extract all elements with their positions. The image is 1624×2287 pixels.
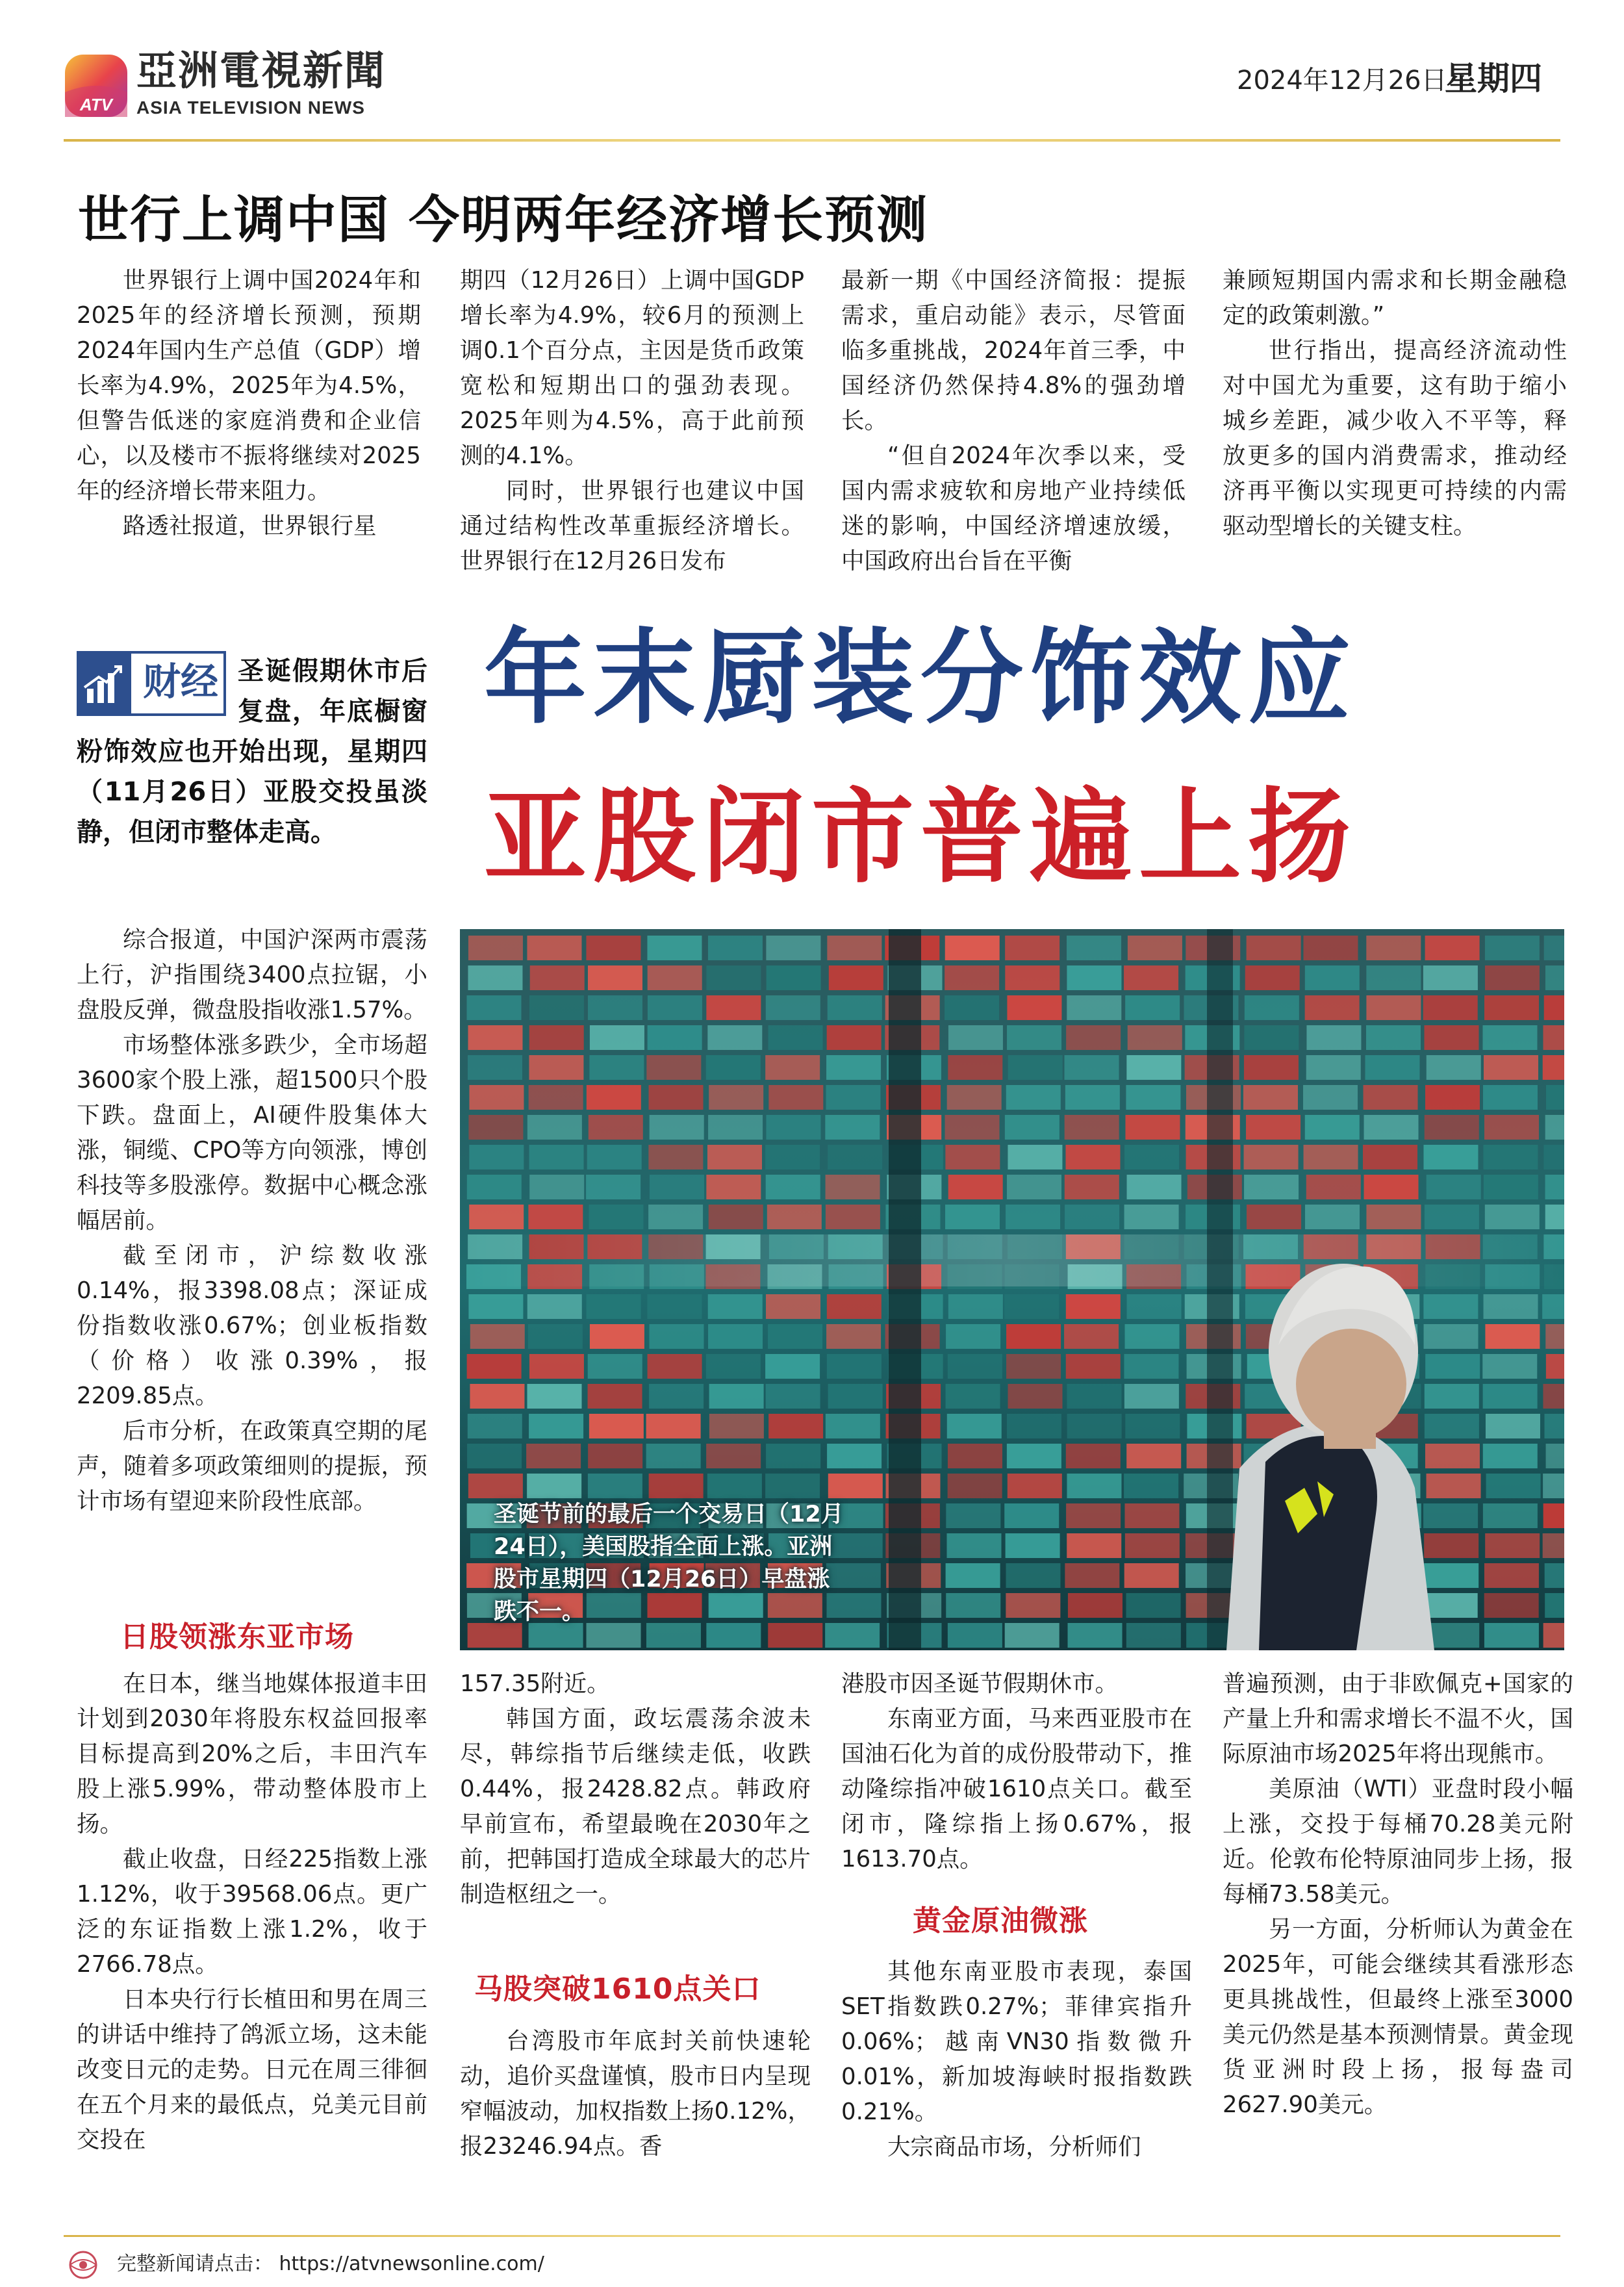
finance-headline-line2: 亚股闭市普遍上扬: [484, 778, 1357, 897]
badge-label: 财经: [143, 659, 219, 704]
article1-column-1: [77, 263, 421, 581]
paragraph: 另一方面，分析师认为黄金在2025年，可能会继续其看涨形态更具挑战性，但最终上涨至3000美元仍然是基本预测情景。黄金现货亚洲时段上扬，报每盎司2627.90美元。: [1223, 1916, 1573, 2118]
bottom-column-1: [77, 1667, 427, 2158]
paragraph: 大宗商品市场，分析师们: [887, 2134, 1141, 2160]
paragraph: 期四（12月26日）上调中国GDP增长率为4.9%，较6月的预测上调0.1个百分点，主因是货币政策宽松和短期出口的强劲表现。2025年则为4.5%，高于此前预测的4.1%。: [460, 267, 804, 469]
paragraph: 日本央行行长植田和男在周三的讲话中维持了鸽派立场，这未能改变日元的走势。日元在周三徘徊在五个月来的最低点，兑美元目前交投在: [77, 1986, 427, 2153]
paragraph: 韩国方面，政坛震荡余波未尽，韩综指节后继续走低，收跌0.44%，报2428.82点。韩政府早前宣布，希望最晚在2030年之前，把韩国打造成全球最大的芯片制造枢纽之一。: [460, 1706, 811, 1908]
footer-link[interactable]: 完整新闻请点击： https://atvnewsonline.com/: [117, 2253, 544, 2275]
article1-headline: 世行上调中国 今明两年经济增长预测: [78, 191, 929, 249]
bottom-column-3b: [841, 1954, 1192, 2165]
paragraph: 东南亚方面，马来西亚股市在国油石化为首的成份股带动下，推动隆综指冲破1610点关口。截至闭市，隆综指上扬0.67%，报1613.70点。: [841, 1706, 1192, 1872]
subhead-japan: 日股领涨东亚市场: [120, 1620, 354, 1654]
paragraph: 综合报道，中国沪深两市震荡上行，沪指围绕3400点拉锯，小盘股反弹，微盘股指收涨1.57%。: [77, 926, 427, 1023]
issue-date: 2024年12月26日: [1237, 66, 1447, 96]
seal-icon: [64, 2249, 103, 2281]
finance-headline-line1: 年末厨装分饰效应: [484, 619, 1357, 738]
bar-chart-icon: [77, 651, 129, 716]
bottom-column-4: [1223, 1667, 1573, 2123]
paragraph: 同时，世界银行也建议中国通过结构性改革重振经济增长。世界银行在12月26日发布: [460, 478, 804, 574]
bottom-column-2b: [460, 2024, 811, 2164]
paragraph: 普遍预测，由于非欧佩克+国家的产量上升和需求增长不温不火，国际原油市场2025年将出现熊市。: [1223, 1670, 1573, 1767]
lead-text: 圣诞假期休市后复盘，年底橱窗粉饰效应也开始出现，星期四（11月26日）亚股交投虽淡静，但闭市整体走高。: [77, 656, 427, 847]
paragraph: 其他东南亚股市表现，泰国SET指数跌0.27%；菲律宾指升0.06%；越南VN30指数微升0.01%，新加坡海峡时报指数跌0.21%。: [841, 1958, 1192, 2125]
finance-badge: [77, 651, 226, 716]
brand-english: ASIA TELEVISION NEWS: [136, 97, 365, 118]
paragraph: 157.35附近。: [460, 1670, 610, 1697]
issue-weekday: 星期四: [1445, 60, 1542, 97]
article1-column-2: [460, 263, 804, 581]
subhead-gold: 黄金原油微涨: [913, 1904, 1088, 1937]
paragraph: 世行指出，提高经济流动性对中国尤为重要，这有助于缩小城乡差距，减少收入不平等，释放更多的国内消费需求，推动经济再平衡以实现更可持续的内需驱动型增长的关键支柱。: [1223, 337, 1567, 539]
bottom-column-2: [460, 1667, 811, 1912]
paragraph: 世界银行上调中国2024年和2025年的经济增长预测，预期2024年国内生产总值（GDP）增长率为4.9%，2025年为4.5%，但警告低迷的家庭消费和企业信心，以及楼市不振将继续对2025年的经济增长带来阻力。: [77, 267, 421, 504]
paragraph: 兼顾短期国内需求和长期金融稳定的政策刺激。”: [1223, 267, 1567, 329]
article1-column-3: [841, 263, 1186, 581]
header-divider: [64, 139, 1560, 142]
paragraph: 市场整体涨多跌少，全市场超3600家个股上涨，超1500只个股下跌。盘面上，AI硬件股集体大涨，铜缆、CPO等方向领涨，博创科技等多股涨停。数据中心概念涨幅居前。: [77, 1032, 427, 1234]
paragraph: 路透社报道，世界银行星: [123, 513, 377, 539]
subhead-malaysia: 马股突破1610点关口: [474, 1973, 761, 2006]
footer-divider: [64, 2235, 1560, 2237]
finance-left-column: [77, 923, 427, 1592]
paragraph: 最新一期《中国经济简报：提振需求，重启动能》表示，尽管面临多重挑战，2024年首三季，中国经济仍然保持4.8%的强劲增长。: [841, 267, 1186, 434]
paragraph: “但自2024年次季以来，受国内需求疲软和房地产业持续低迷的影响，中国经济增速放缓，中国政府出台旨在平衡: [841, 442, 1186, 574]
article1-column-4: [1223, 263, 1567, 581]
paragraph: 截至闭市，沪综数收涨0.14%，报3398.08点；深证成份指数收涨0.67%；创业板指数（价格）收涨0.39%，报2209.85点。: [77, 1242, 427, 1409]
paragraph: 在日本，继当地媒体报道丰田计划到2030年将股东权益回报率目标提高到20%之后，丰田汽车股上涨5.99%，带动整体股市上扬。: [77, 1670, 427, 1837]
logo-mark: ATV: [79, 95, 113, 114]
bottom-column-3: [841, 1667, 1192, 1877]
paragraph: 美原油（WTI）亚盘时段小幅上涨，交投于每桶70.28美元附近。伦敦布伦特原油同步上扬，报每桶73.58美元。: [1223, 1776, 1573, 1908]
paragraph: 后市分析，在政策真空期的尾声，随着多项政策细则的提振，预计市场有望迎来阶段性底部。: [77, 1418, 427, 1514]
photo-caption: 圣诞节前的最后一个交易日（12月24日），美国股指全面上涨。亚洲股市星期四（12月26日）早盘涨跌不一。: [494, 1501, 844, 1625]
atv-logo-icon: [64, 53, 129, 118]
paragraph: 台湾股市年底封关前快速轮动，追价买盘谨慎，股市日内呈现窄幅波动，加权指数上扬0.12%，报23246.94点。香: [460, 2028, 811, 2160]
paragraph: 港股市因圣诞节假期休市。: [841, 1670, 1119, 1697]
brand-chinese: 亞洲電視新聞: [136, 47, 387, 94]
paragraph: 截止收盘，日经225指数上涨1.12%，收于39568.06点。更广泛的东证指数上涨1.2%，收于2766.78点。: [77, 1846, 427, 1978]
